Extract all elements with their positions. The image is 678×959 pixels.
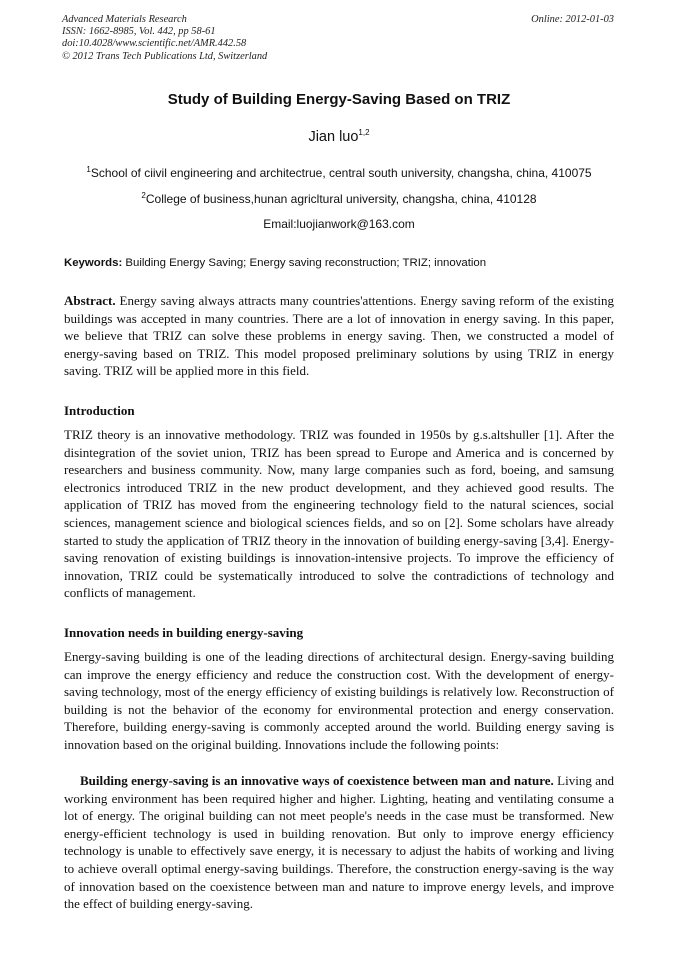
affiliation-2-sup: 2 (141, 191, 146, 200)
online-date: Online: 2012-01-03 (531, 14, 614, 25)
innovation-point (64, 772, 614, 913)
journal-copyright: © 2012 Trans Tech Publications Ltd, Switzerland (62, 50, 268, 62)
affiliation-1-text: School of ciivil engineering and architectrue, central south university, changsha, china, 410075 (90, 166, 592, 180)
email[interactable]: Email:luojianwork@163.com (263, 217, 415, 231)
paper-title: Study of Building Energy-Saving Based on TRIZ (167, 91, 511, 108)
innovation-point-text: Living and working environment has been required higher and higher. Lighting, heating and ventilating consume a lot of energy. The original building can not meet people's needs in the case must be transformed. New energy-efficient technology is used in building renovation. But only to improve energy efficiency technology is unable to effectively save energy, it is necessary to adjust the habits of working and living to achieve overall optimal energy-saving buildings. Therefore, the construction energy-saving is the way of innovation based on the coexistence between man and nature to improve energy levels, and improve the effect of building energy-saving. (64, 773, 615, 912)
journal-header (62, 14, 267, 63)
keywords-label: Keywords: (64, 257, 123, 269)
journal-name: Advanced Materials Research (62, 14, 187, 25)
abstract-label: Abstract. (64, 293, 116, 308)
affiliation-1 (0, 166, 678, 180)
innovation-point-bold: Building energy-saving is an innovative ways of coexistence between man and nature. (80, 773, 554, 788)
introduction-text: TRIZ theory is an innovative methodology. TRIZ was founded in 1950s by g.s.altshuller [1]. After the disintegration of the soviet union, TRIZ has been spread to Europe and America and is concerned by researchers and business community. Now, many large companies such as ford, boeing, and samsung electronics introduced TRIZ in the new product development, and they achieved good results. The application of TRIZ has moved from the engineering technology field to the natural sciences, social sciences, management science and biological sciences fields, and so on [2]. Some scholars have already started to study the application of TRIZ theory in the innovation of building energy-saving [3,4]. Energy-saving renovation of existing buildings is innovation-intensive projects. To improve the efficiency of innovation, TRIZ could be systematically introduced to solve the contradictions of technology and conflicts of management. (64, 427, 614, 601)
innovation-heading: Innovation needs in building energy-saving (64, 625, 304, 640)
abstract (64, 292, 614, 380)
innovation-text: Energy-saving building is one of the leading directions of architectural design. Energy-saving building can improve the energy efficiency and reduce the construction cost. With the development of energy-saving technology, most of the energy efficiency of existing buildings is relatively low. Reconstruction of building is not the behavior of the economy for environmental protection and energy conservation. Therefore, building energy-saving is commonly accepted around the world. Building energy saving is innovation based on the original building. Innovations include the following points: (64, 649, 614, 752)
keywords-text: Building Energy Saving; Energy saving reconstruction; TRIZ; innovation (125, 257, 487, 269)
affiliation-1-sup: 1 (86, 165, 91, 174)
author (0, 129, 678, 145)
introduction-heading: Introduction (64, 403, 135, 418)
author-sup: 1,2 (358, 128, 370, 138)
journal-issn: ISSN: 1662-8985, Vol. 442, pp 58-61 (62, 26, 216, 38)
keywords (64, 257, 486, 269)
journal-doi[interactable]: doi:10.4028/www.scientific.net/AMR.442.58 (62, 38, 247, 50)
affiliation-2 (0, 192, 678, 206)
affiliation-2-text: College of business,hunan agricltural university, changsha, china, 410128 (145, 192, 537, 206)
author-name: Jian luo (308, 129, 359, 145)
abstract-text: Energy saving always attracts many countries'attentions. Energy saving reform of the existing buildings was accepted in many countries. There are a lot of innovation in energy saving. In this paper, we believe that TRIZ can solve these problems in energy saving. Then, we constructed a model of energy-saving based on TRIZ. This model proposed preliminary solutions by using TRIZ in energy saving. TRIZ will be applied more in this field. (64, 293, 614, 379)
